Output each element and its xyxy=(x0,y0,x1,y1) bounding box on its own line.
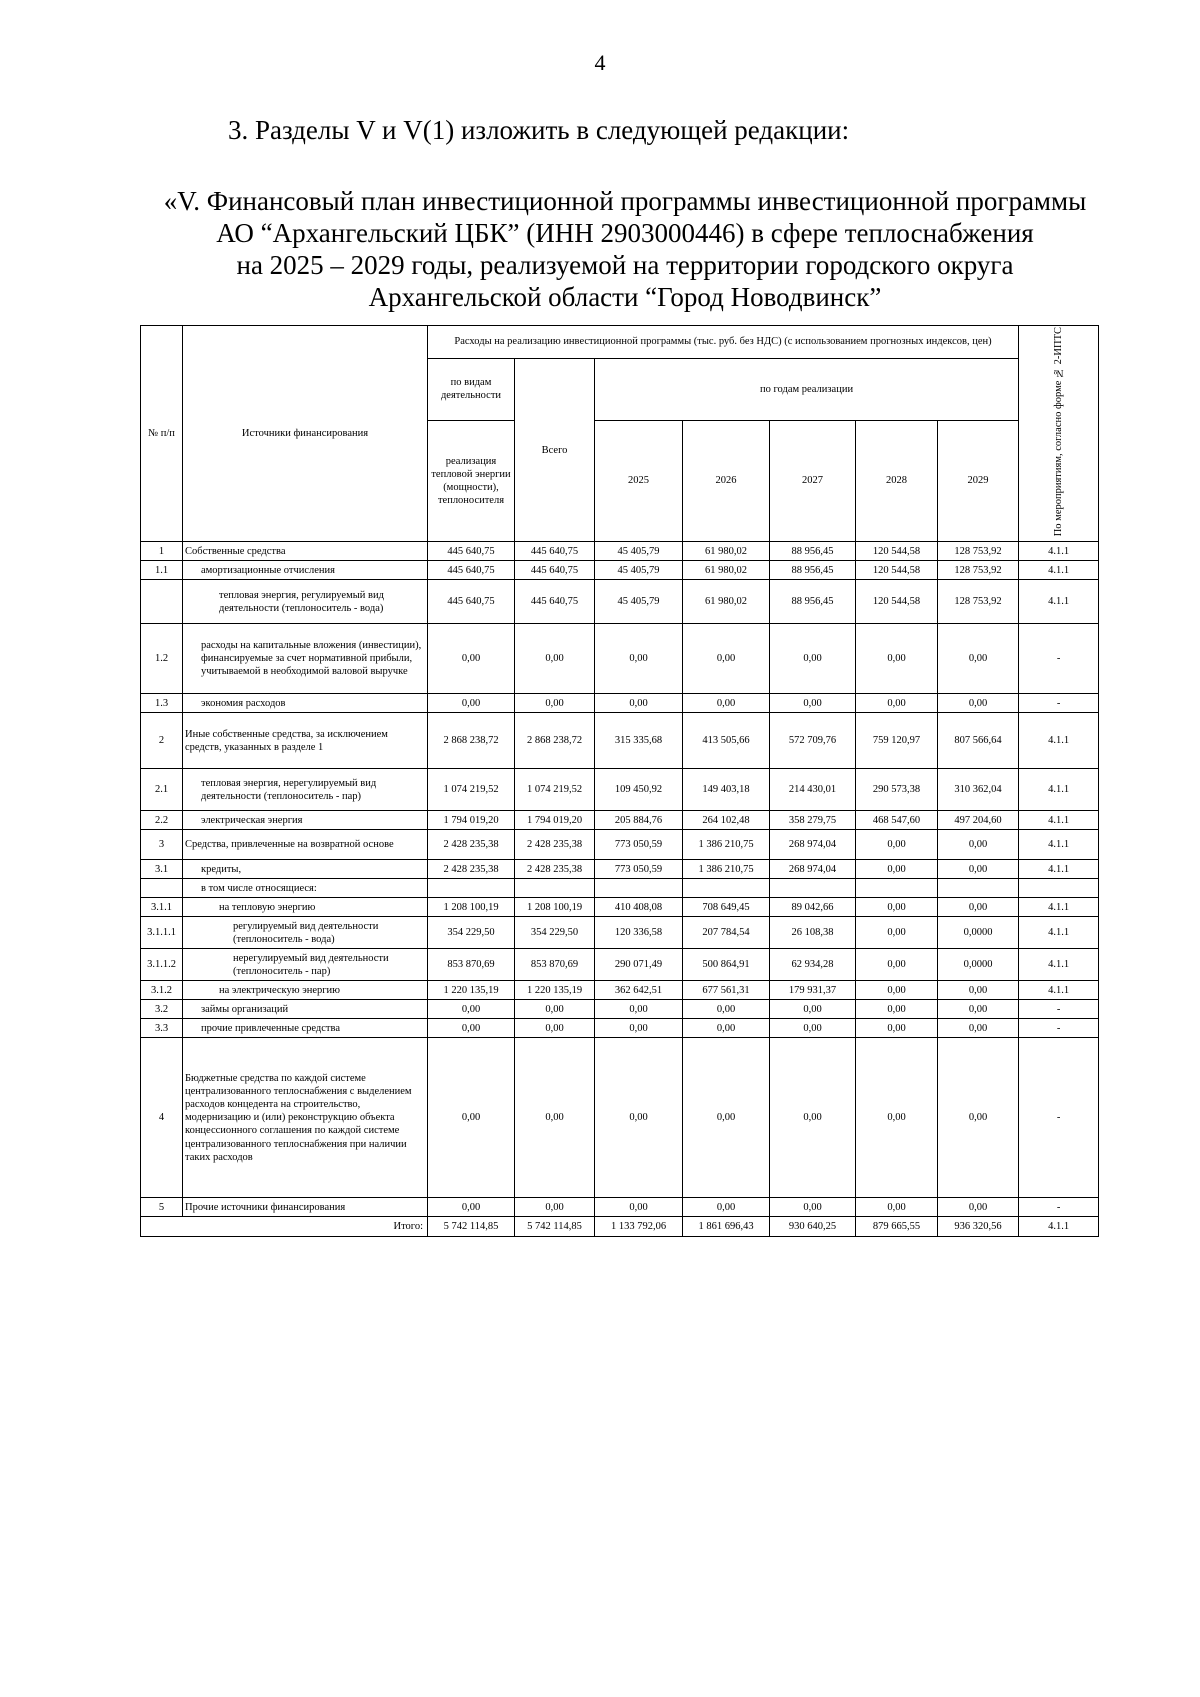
cell-2029: 0,00 xyxy=(938,830,1019,860)
row-name: Бюджетные средства по каждой системе централизованного теплоснабжения с выделением расходов концедента на строительство, модернизацию и (или) реконструкцию объекта концессионного соглашения по каждой системе централизованного теплоснабжения при наличии таких расходов xyxy=(183,1038,428,1198)
row-num xyxy=(141,580,183,624)
cell-measure: 4.1.1 xyxy=(1019,860,1099,879)
cell-2026: 413 505,66 xyxy=(683,713,770,769)
row-num: 1 xyxy=(141,542,183,561)
cell-2026: 500 864,91 xyxy=(683,949,770,981)
row-name: экономия расходов xyxy=(183,694,428,713)
cell-activity: 2 428 235,38 xyxy=(428,830,515,860)
cell-2027: 0,00 xyxy=(770,1019,856,1038)
cell-2027: 268 974,04 xyxy=(770,860,856,879)
table-row xyxy=(141,694,1099,713)
cell-total: 5 742 114,85 xyxy=(515,1217,595,1237)
row-num: 2.2 xyxy=(141,811,183,830)
cell-activity: 1 074 219,52 xyxy=(428,769,515,811)
cell-2026: 149 403,18 xyxy=(683,769,770,811)
cell-2029: 310 362,04 xyxy=(938,769,1019,811)
cell-activity: 0,00 xyxy=(428,1000,515,1019)
cell-activity xyxy=(428,879,515,898)
cell-total: 0,00 xyxy=(515,1038,595,1198)
cell-activity: 0,00 xyxy=(428,1198,515,1217)
cell-2027: 0,00 xyxy=(770,694,856,713)
cell-activity: 2 428 235,38 xyxy=(428,860,515,879)
cell-2029: 0,00 xyxy=(938,981,1019,1000)
cell-2027: 0,00 xyxy=(770,1038,856,1198)
cell-2025: 120 336,58 xyxy=(595,917,683,949)
cell-2025: 45 405,79 xyxy=(595,542,683,561)
document-title xyxy=(130,185,1120,313)
cell-measure: 4.1.1 xyxy=(1019,830,1099,860)
cell-2029: 0,00 xyxy=(938,1198,1019,1217)
row-name: амортизационные отчисления xyxy=(183,561,428,580)
cell-2028: 0,00 xyxy=(856,1019,938,1038)
header-num: № п/п xyxy=(141,326,183,542)
cell-2028: 0,00 xyxy=(856,898,938,917)
financial-plan-table xyxy=(140,325,1099,1237)
cell-measure: 4.1.1 xyxy=(1019,949,1099,981)
table-row xyxy=(141,561,1099,580)
row-num: 3.2 xyxy=(141,1000,183,1019)
cell-2027: 268 974,04 xyxy=(770,830,856,860)
cell-measure xyxy=(1019,879,1099,898)
cell-2028: 120 544,58 xyxy=(856,542,938,561)
cell-2028: 468 547,60 xyxy=(856,811,938,830)
cell-2029: 0,00 xyxy=(938,624,1019,694)
cell-2025: 0,00 xyxy=(595,1038,683,1198)
cell-total xyxy=(515,879,595,898)
header-total: Всего xyxy=(515,359,595,542)
row-name: Средства, привлеченные на возвратной основе xyxy=(183,830,428,860)
cell-2028: 0,00 xyxy=(856,949,938,981)
cell-total: 2 428 235,38 xyxy=(515,830,595,860)
cell-2026: 0,00 xyxy=(683,1038,770,1198)
cell-2029: 0,00 xyxy=(938,860,1019,879)
cell-2025: 0,00 xyxy=(595,1198,683,1217)
row-num: 3.1.1.1 xyxy=(141,917,183,949)
cell-2028: 0,00 xyxy=(856,1000,938,1019)
row-name: тепловая энергия, регулируемый вид деятельности (теплоноситель - вода) xyxy=(183,580,428,624)
table-row xyxy=(141,879,1099,898)
row-num: 3 xyxy=(141,830,183,860)
cell-2028: 290 573,38 xyxy=(856,769,938,811)
cell-2029 xyxy=(938,879,1019,898)
row-num: 3.1 xyxy=(141,860,183,879)
row-num: 4 xyxy=(141,1038,183,1198)
cell-2026: 708 649,45 xyxy=(683,898,770,917)
cell-2025: 45 405,79 xyxy=(595,561,683,580)
cell-2028: 0,00 xyxy=(856,1198,938,1217)
row-name: займы организаций xyxy=(183,1000,428,1019)
cell-measure: - xyxy=(1019,1198,1099,1217)
table-row xyxy=(141,917,1099,949)
row-name: расходы на капитальные вложения (инвестиции), финансируемые за счет нормативной прибыли, учитываемой в необходимой валовой выручке xyxy=(183,624,428,694)
cell-2027: 62 934,28 xyxy=(770,949,856,981)
cell-2027: 88 956,45 xyxy=(770,580,856,624)
cell-2026: 1 861 696,43 xyxy=(683,1217,770,1237)
cell-measure: - xyxy=(1019,1000,1099,1019)
cell-total: 2 428 235,38 xyxy=(515,860,595,879)
cell-total: 354 229,50 xyxy=(515,917,595,949)
cell-2027: 89 042,66 xyxy=(770,898,856,917)
cell-2026: 677 561,31 xyxy=(683,981,770,1000)
table-row xyxy=(141,898,1099,917)
cell-2028: 0,00 xyxy=(856,830,938,860)
cell-activity: 0,00 xyxy=(428,694,515,713)
cell-2029: 0,00 xyxy=(938,694,1019,713)
cell-measure: 4.1.1 xyxy=(1019,1217,1099,1237)
total-row xyxy=(141,1217,1099,1237)
cell-activity: 1 794 019,20 xyxy=(428,811,515,830)
cell-2026: 0,00 xyxy=(683,624,770,694)
cell-total: 0,00 xyxy=(515,1019,595,1038)
row-num: 3.1.1 xyxy=(141,898,183,917)
cell-measure: - xyxy=(1019,1019,1099,1038)
row-num xyxy=(141,879,183,898)
cell-measure: - xyxy=(1019,624,1099,694)
cell-2026: 61 980,02 xyxy=(683,542,770,561)
cell-activity: 2 868 238,72 xyxy=(428,713,515,769)
cell-total: 1 208 100,19 xyxy=(515,898,595,917)
header-activity-type: реализация тепловой энергии (мощности), теплоносителя xyxy=(428,420,515,542)
table-row xyxy=(141,860,1099,879)
row-name: Собственные средства xyxy=(183,542,428,561)
cell-2029: 128 753,92 xyxy=(938,542,1019,561)
cell-total: 445 640,75 xyxy=(515,580,595,624)
row-num: 3.1.1.2 xyxy=(141,949,183,981)
header-by-years: по годам реализации xyxy=(595,359,1019,421)
row-num: 1.1 xyxy=(141,561,183,580)
row-name: кредиты, xyxy=(183,860,428,879)
cell-2028: 120 544,58 xyxy=(856,580,938,624)
cell-measure: 4.1.1 xyxy=(1019,811,1099,830)
cell-2027: 88 956,45 xyxy=(770,542,856,561)
cell-2026: 61 980,02 xyxy=(683,561,770,580)
table-row xyxy=(141,624,1099,694)
cell-measure: 4.1.1 xyxy=(1019,580,1099,624)
cell-2028: 759 120,97 xyxy=(856,713,938,769)
row-num: 3.3 xyxy=(141,1019,183,1038)
header-source: Источники финансирования xyxy=(183,326,428,542)
cell-2029: 936 320,56 xyxy=(938,1217,1019,1237)
row-name: Прочие источники финансирования xyxy=(183,1198,428,1217)
cell-total: 2 868 238,72 xyxy=(515,713,595,769)
cell-2026: 264 102,48 xyxy=(683,811,770,830)
header-measures-label: По мероприятиям, согласно форме № 2-ИПТС xyxy=(1053,327,1065,537)
cell-measure: 4.1.1 xyxy=(1019,898,1099,917)
row-name: Иные собственные средства, за исключением средств, указанных в разделе 1 xyxy=(183,713,428,769)
cell-2029: 807 566,64 xyxy=(938,713,1019,769)
cell-2027 xyxy=(770,879,856,898)
cell-2025: 0,00 xyxy=(595,1000,683,1019)
cell-2028: 120 544,58 xyxy=(856,561,938,580)
cell-total: 0,00 xyxy=(515,1198,595,1217)
title-line: Архангельской области “Город Новодвинск” xyxy=(368,282,882,312)
cell-2026: 0,00 xyxy=(683,1019,770,1038)
cell-2025: 0,00 xyxy=(595,624,683,694)
table-row xyxy=(141,542,1099,561)
cell-2025: 362 642,51 xyxy=(595,981,683,1000)
cell-activity: 0,00 xyxy=(428,624,515,694)
row-num: 1.3 xyxy=(141,694,183,713)
row-num: 2.1 xyxy=(141,769,183,811)
cell-2026: 0,00 xyxy=(683,1000,770,1019)
cell-2027: 179 931,37 xyxy=(770,981,856,1000)
cell-measure: 4.1.1 xyxy=(1019,713,1099,769)
cell-2025: 410 408,08 xyxy=(595,898,683,917)
header-by-activity: по видам деятельности xyxy=(428,359,515,421)
row-num: 1.2 xyxy=(141,624,183,694)
cell-activity: 354 229,50 xyxy=(428,917,515,949)
cell-2027: 930 640,25 xyxy=(770,1217,856,1237)
table-row xyxy=(141,769,1099,811)
cell-2029: 0,00 xyxy=(938,1038,1019,1198)
header-year-2027: 2027 xyxy=(770,420,856,542)
table-row xyxy=(141,1038,1099,1198)
cell-2025: 773 050,59 xyxy=(595,830,683,860)
cell-activity: 445 640,75 xyxy=(428,542,515,561)
title-line: на 2025 – 2029 годы, реализуемой на территории городского округа xyxy=(236,250,1014,280)
cell-activity: 1 208 100,19 xyxy=(428,898,515,917)
cell-2029: 0,00 xyxy=(938,1000,1019,1019)
cell-total: 1 220 135,19 xyxy=(515,981,595,1000)
row-num: 2 xyxy=(141,713,183,769)
row-name: регулируемый вид деятельности (теплоноситель - вода) xyxy=(183,917,428,949)
cell-activity: 1 220 135,19 xyxy=(428,981,515,1000)
table-row xyxy=(141,949,1099,981)
table-row xyxy=(141,1019,1099,1038)
cell-measure: - xyxy=(1019,694,1099,713)
cell-2025: 290 071,49 xyxy=(595,949,683,981)
cell-activity: 0,00 xyxy=(428,1019,515,1038)
cell-2028: 0,00 xyxy=(856,694,938,713)
cell-2028: 0,00 xyxy=(856,860,938,879)
cell-2028: 0,00 xyxy=(856,624,938,694)
section-heading: 3. Разделы V и V(1) изложить в следующей редакции: xyxy=(228,115,850,145)
cell-measure: 4.1.1 xyxy=(1019,561,1099,580)
table-row xyxy=(141,1198,1099,1217)
row-name: нерегулируемый вид деятельности (теплоноситель - пар) xyxy=(183,949,428,981)
cell-total: 1 794 019,20 xyxy=(515,811,595,830)
cell-activity: 445 640,75 xyxy=(428,561,515,580)
cell-2025: 205 884,76 xyxy=(595,811,683,830)
cell-2025: 45 405,79 xyxy=(595,580,683,624)
cell-measure: 4.1.1 xyxy=(1019,981,1099,1000)
cell-2028: 0,00 xyxy=(856,917,938,949)
row-name: на тепловую энергию xyxy=(183,898,428,917)
header-measures xyxy=(1019,326,1099,542)
total-label: Итого: xyxy=(141,1217,428,1237)
cell-2029: 0,00 xyxy=(938,898,1019,917)
title-line: АО “Архангельский ЦБК” (ИНН 2903000446) в сфере теплоснабжения xyxy=(216,218,1034,248)
cell-2029: 0,0000 xyxy=(938,949,1019,981)
table-row xyxy=(141,981,1099,1000)
cell-total: 445 640,75 xyxy=(515,561,595,580)
row-name: в том числе относящиеся: xyxy=(183,879,428,898)
cell-2027: 0,00 xyxy=(770,1198,856,1217)
cell-2025: 0,00 xyxy=(595,694,683,713)
cell-2029: 497 204,60 xyxy=(938,811,1019,830)
table-row xyxy=(141,713,1099,769)
cell-measure: 4.1.1 xyxy=(1019,769,1099,811)
cell-activity: 0,00 xyxy=(428,1038,515,1198)
cell-total: 0,00 xyxy=(515,624,595,694)
cell-2025: 0,00 xyxy=(595,1019,683,1038)
cell-2029: 128 753,92 xyxy=(938,561,1019,580)
cell-activity: 445 640,75 xyxy=(428,580,515,624)
cell-total: 0,00 xyxy=(515,1000,595,1019)
table-row xyxy=(141,830,1099,860)
cell-2029: 128 753,92 xyxy=(938,580,1019,624)
row-name: электрическая энергия xyxy=(183,811,428,830)
header-year-2026: 2026 xyxy=(683,420,770,542)
cell-2027: 88 956,45 xyxy=(770,561,856,580)
cell-2026: 61 980,02 xyxy=(683,580,770,624)
cell-2026: 0,00 xyxy=(683,694,770,713)
table-row xyxy=(141,580,1099,624)
cell-2026: 1 386 210,75 xyxy=(683,830,770,860)
cell-2027: 26 108,38 xyxy=(770,917,856,949)
cell-2029: 0,0000 xyxy=(938,917,1019,949)
cell-2027: 214 430,01 xyxy=(770,769,856,811)
header-year-2029: 2029 xyxy=(938,420,1019,542)
cell-2025 xyxy=(595,879,683,898)
cell-2026: 0,00 xyxy=(683,1198,770,1217)
header-year-2028: 2028 xyxy=(856,420,938,542)
cell-2029: 0,00 xyxy=(938,1019,1019,1038)
cell-2028: 879 665,55 xyxy=(856,1217,938,1237)
cell-total: 1 074 219,52 xyxy=(515,769,595,811)
table-row xyxy=(141,811,1099,830)
cell-2026 xyxy=(683,879,770,898)
cell-measure: - xyxy=(1019,1038,1099,1198)
cell-measure: 4.1.1 xyxy=(1019,917,1099,949)
header-expenses: Расходы на реализацию инвестиционной программы (тыс. руб. без НДС) (с использованием прогнозных индексов, цен) xyxy=(428,326,1019,359)
table-row xyxy=(141,1000,1099,1019)
header-year-2025: 2025 xyxy=(595,420,683,542)
cell-2025: 1 133 792,06 xyxy=(595,1217,683,1237)
cell-total: 853 870,69 xyxy=(515,949,595,981)
cell-2026: 1 386 210,75 xyxy=(683,860,770,879)
cell-activity: 853 870,69 xyxy=(428,949,515,981)
cell-measure: 4.1.1 xyxy=(1019,542,1099,561)
cell-total: 445 640,75 xyxy=(515,542,595,561)
cell-2028: 0,00 xyxy=(856,981,938,1000)
row-num: 5 xyxy=(141,1198,183,1217)
row-name: прочие привлеченные средства xyxy=(183,1019,428,1038)
cell-2027: 0,00 xyxy=(770,1000,856,1019)
page-number: 4 xyxy=(594,50,606,75)
cell-2027: 572 709,76 xyxy=(770,713,856,769)
cell-2026: 207 784,54 xyxy=(683,917,770,949)
cell-total: 0,00 xyxy=(515,694,595,713)
cell-2025: 315 335,68 xyxy=(595,713,683,769)
cell-2025: 773 050,59 xyxy=(595,860,683,879)
row-name: на электрическую энергию xyxy=(183,981,428,1000)
cell-2027: 358 279,75 xyxy=(770,811,856,830)
cell-activity: 5 742 114,85 xyxy=(428,1217,515,1237)
cell-2025: 109 450,92 xyxy=(595,769,683,811)
title-line: «V. Финансовый план инвестиционной программы инвестиционной программы xyxy=(163,186,1087,216)
row-num: 3.1.2 xyxy=(141,981,183,1000)
cell-2028 xyxy=(856,879,938,898)
cell-2027: 0,00 xyxy=(770,624,856,694)
cell-2028: 0,00 xyxy=(856,1038,938,1198)
row-name: тепловая энергия, нерегулируемый вид деятельности (теплоноситель - пар) xyxy=(183,769,428,811)
